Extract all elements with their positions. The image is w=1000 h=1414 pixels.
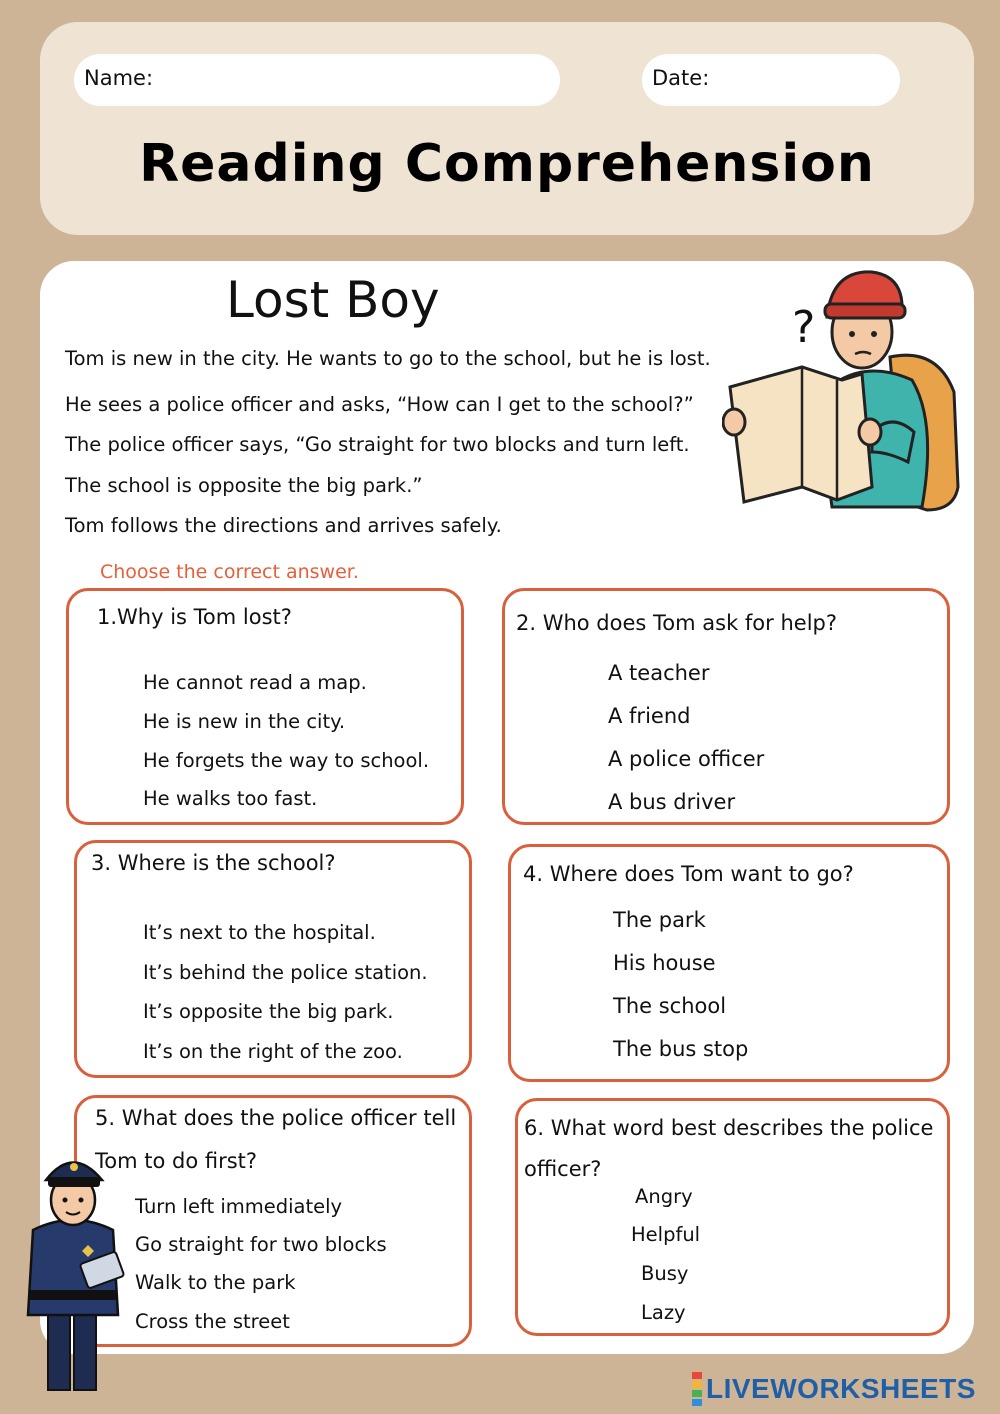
answer-option[interactable]: The school <box>613 994 727 1018</box>
answer-option[interactable]: It’s behind the police station. <box>143 961 428 984</box>
answer-option[interactable]: Angry <box>635 1185 693 1208</box>
answer-option[interactable]: His house <box>613 951 716 975</box>
question-box-4 <box>508 844 950 1082</box>
question-box-3 <box>74 840 472 1078</box>
story-line: The police officer says, “Go straight for two blocks and turn left. <box>65 433 690 456</box>
answer-option[interactable]: Cross the street <box>135 1310 290 1333</box>
answer-option[interactable]: Walk to the park <box>135 1271 296 1294</box>
name-label: Name: <box>84 66 154 90</box>
date-label: Date: <box>652 66 710 90</box>
name-input[interactable] <box>154 64 540 96</box>
question-text: 3. Where is the school? <box>91 851 336 875</box>
instruction-text: Choose the correct answer. <box>100 561 359 583</box>
answer-option[interactable]: It’s on the right of the zoo. <box>143 1040 403 1063</box>
answer-option[interactable]: Turn left immediately <box>135 1195 343 1218</box>
question-box-1 <box>66 588 464 825</box>
answer-option[interactable]: He cannot read a map. <box>143 671 367 694</box>
story-line: The school is opposite the big park.” <box>65 474 423 497</box>
question-text: officer? <box>524 1157 602 1181</box>
story-line: He sees a police officer and asks, “How can I get to the school?” <box>65 393 694 416</box>
svg-text:?: ? <box>792 302 816 353</box>
answer-option[interactable]: A police officer <box>608 747 765 771</box>
question-box-6 <box>515 1098 950 1336</box>
question-text: 2. Who does Tom ask for help? <box>516 611 837 635</box>
answer-option[interactable]: He forgets the way to school. <box>143 749 430 772</box>
name-field[interactable] <box>74 54 560 106</box>
brand-text: LIVEWORKSHEETS <box>706 1373 976 1404</box>
answer-option[interactable]: The bus stop <box>613 1037 749 1061</box>
answer-option[interactable]: A friend <box>608 704 691 728</box>
header-card <box>40 22 974 235</box>
answer-option[interactable]: Helpful <box>631 1223 701 1246</box>
police-officer-illustration <box>18 1145 138 1395</box>
story-title: Lost Boy <box>226 271 440 329</box>
question-text: 5. What does the police officer tell <box>95 1106 457 1130</box>
date-field[interactable] <box>642 54 900 106</box>
answer-option[interactable]: It’s opposite the big park. <box>143 1000 394 1023</box>
answer-option[interactable]: The park <box>613 908 706 932</box>
answer-option[interactable]: Lazy <box>641 1301 686 1324</box>
question-text: 1.Why is Tom lost? <box>97 605 292 629</box>
answer-option[interactable]: A bus driver <box>608 790 736 814</box>
question-text: Tom to do first? <box>95 1149 258 1173</box>
answer-option[interactable]: He walks too fast. <box>143 787 318 810</box>
answer-option[interactable]: A teacher <box>608 661 710 685</box>
liveworksheets-brand <box>692 1372 976 1406</box>
question-text: 6. What word best describes the police <box>524 1116 934 1140</box>
answer-option[interactable]: He is new in the city. <box>143 710 346 733</box>
answer-option[interactable]: It’s next to the hospital. <box>143 921 376 944</box>
liveworksheets-logo-icon <box>692 1371 702 1407</box>
story-line: Tom follows the directions and arrives safely. <box>65 514 502 537</box>
lost-boy-illustration <box>722 262 967 512</box>
story-line: Tom is new in the city. He wants to go to the school, but he is lost. <box>65 347 711 370</box>
answer-option[interactable]: Go straight for two blocks <box>135 1233 387 1256</box>
question-box-2 <box>502 588 950 825</box>
answer-option[interactable]: Busy <box>641 1262 689 1285</box>
worksheet-title: Reading Comprehension <box>139 134 875 194</box>
date-input[interactable] <box>722 64 880 96</box>
question-text: 4. Where does Tom want to go? <box>523 862 854 886</box>
